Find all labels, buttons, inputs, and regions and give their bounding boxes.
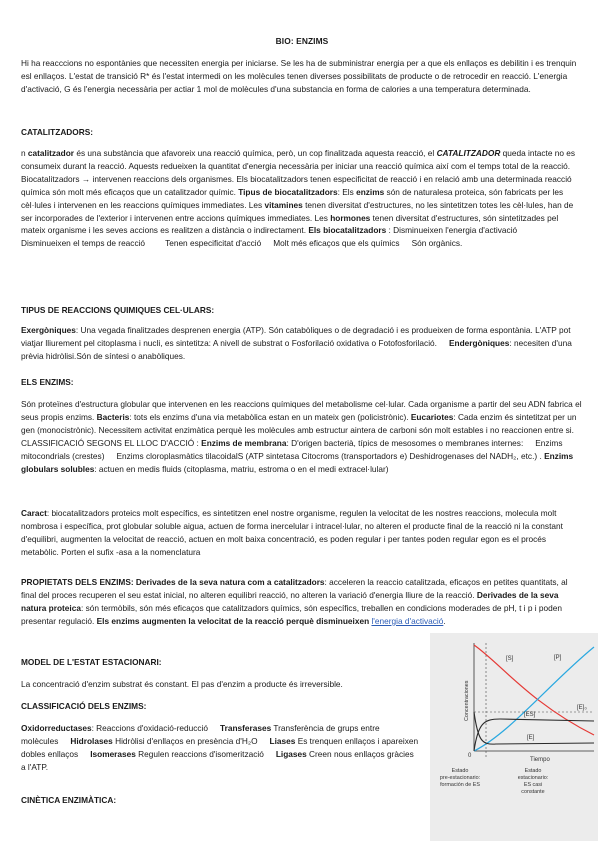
- classificacio-heading: CLASSIFICACIÓ DELS ENZIMS:: [21, 701, 147, 711]
- x-axis-label: Tiempo: [530, 757, 550, 763]
- catalitzadors-paragraph: n catalitzador és una substància que afavoreix una reacció química, però, un cop finalitzada aquesta reacció, el CATALITZADOR queda intacte no es consumeix durant la reacció. Aquests redueixen la quantitat d'energia necessària per iniciar una reacció química així com el temps total de la reacció. Biocatalitzadors → intervenen reaccions dels organismes. Els biocatalitzadors tenen especificitat de reacció i en relació amb una determinada reacció química són molt més eficaços que un catalitzador químic. Tipus de biocatalitzadors: Els enzims són de naturalesa proteica, són fabricats per les cèl·lules i intervenen en les reaccions químiques immediates. Les vitamines tenen diversitat d'estructures, no les sintetitzen totes les cèl·lules, han de ser incorporades de l'exterior i intervenen entre accions químiques immediates. Les hormones tenen diversitat d'estructures, són sintetitzades pel mateix organisme i les seves accions es realitzen a distància o indirectament. Els biocatalitzadors : Disminueixen l'energia d'activacióDisminueixen el temps de reacció Tenen especificitat d'acció Molt més eficaços que els químics Són orgànics.: [21, 148, 576, 249]
- ann2-line-3: ES casi: [523, 782, 543, 788]
- ann2-line-2: estacionario:: [517, 775, 549, 781]
- classificacio-paragraph: Oxidorreductases: Reaccions d'oxidació-reducció Transferases Transferència de grups entre molècules Hidrolases Hidròlisi d'enllaços en presència d'H₂O Liases Es trenquen enllaços i apareixen dobles enllaços Isomerases Regulen reaccions d'isomerització Ligases Creen nous enllaços gràcies a l'ATP.: [21, 723, 419, 772]
- series-es-label: [ES]: [524, 712, 536, 718]
- origin-label: 0: [468, 753, 472, 759]
- ann2-line-1: Estado: [524, 768, 542, 774]
- energia-activacio-link[interactable]: l'energia d'activació: [371, 615, 444, 626]
- series-s-label: [S]: [506, 656, 514, 662]
- ann1-line-2: pre-estacionario:: [439, 775, 481, 781]
- enzims-paragraph: Són proteïnes d'estructura globular que intervenen en les reaccions químiques del metabolisme cel·lular. Cada organisme a partir del seu ADN fabrica el seus propis enzims. Bacteris: tots els enzims d'una via metabòlica estan en un mateix gen (policistrònic). Eucariotes: Cada enzim és sintetitzat per un gen (monocistrònic). Necessitem activitat enzimàtica perquè les molècules amb estructur aintera de carboni són molt estables i no reaccionen entre si. CLASSIFICACIÓ SEGONS EL LLOC D'ACCIÓ : Enzims de membrana: D'origen bacterià, típics de mesosomes o membranes internes: Enzims mitocondrials (crestes) Enzims cloroplasmàtics tilacoidalS (ATP sintetasa Citocroms (transportadors e) Deshidrogenases del NADH₂, etc.) . Enzims globulars solubles: actuen en medis fluids (citoplasma, matriu, estroma o en el medi extracel·lular): [21, 399, 582, 474]
- enzims-heading: ELS ENZIMS:: [21, 377, 74, 387]
- caract-paragraph: Caract: biocatalitzadors proteics molt específics, es sintetitzen enel nostre organisme, regulen la velocitat de les nostres reaccions, molecula molt nombrosa i específica, prot globular soluble aigua, actuen de forma inercelular i intracel·lular, no alteren el producte final de la reacció ni la constant d'equilibri, augmenten la velocitat de reacció, actuen en molt baixa concentració, es poden regular i per tantes poden regular egon es el procés metabòlic. Porten el sufix -asa a la nomenclatura: [21, 508, 563, 557]
- series-e-label: [E]: [527, 735, 535, 741]
- cinetica-heading: CINÈTICA ENZIMÀTICA:: [21, 795, 117, 805]
- model-heading: MODEL DE L'ESTAT ESTACIONARI:: [21, 657, 162, 667]
- ann2-line-4: constante: [521, 789, 545, 795]
- page-title: BIO: ENZIMS: [275, 36, 329, 46]
- series-p-label: [P]: [554, 655, 562, 661]
- ann1-line-1: Estado: [451, 768, 469, 774]
- annotation-estacionario: [518, 768, 549, 795]
- chart-svg: [430, 633, 598, 841]
- series-e0-label: [E]₀: [577, 705, 587, 711]
- catalitzadors-heading: CATALITZADORS:: [21, 127, 94, 137]
- y-axis-label: Concentraciones: [464, 680, 470, 721]
- propietats-paragraph: PROPIETATS DELS ENZIMS: Derivades de la seva natura com a catalitzadors: acceleren la reaccio catalitzada, eficaços en petites quantitats, al final del proces recuperen el seu estat inicial, no alteren equilibri reacció, no alteren la variació d'energia lliure de la reacció. Derivades de la seva natura proteica: són termòbils, són més eficaços que catalitzadors químics, són específics, treballen en condicions moderades de pH, t i p i poden presentar regulació. Els enzims augmenten la velocitat de la reacció perquè disminueixen l'energia d'activació.: [21, 577, 568, 626]
- enzyme-kinetics-chart: [430, 633, 598, 841]
- intro-paragraph: Hi ha reacccions no espontànies que necessiten energia per iniciarse. Se les ha de subministrar energia per a que els enllaços es debilitin i es trenquin esl enllaços. L'estat de transició R* és l'estat intermedi on les molècules tenen diverses possibilitats de producte o de retrocedir en reacció. L'energia d'activació, G és l'energia necessària per actiar 1 mol de molècules d'una substancia en forma de calories a una temperatura determinada.: [21, 58, 577, 94]
- model-paragraph: La concentració d'enzim substrat és constant. El pas d'enzim a producte és irreversible.: [21, 679, 343, 689]
- series-s-line: [474, 645, 594, 735]
- tipus-paragraph: Exergòniques: Una vegada finalitzades desprenen energia (ATP). Són catabòliques o de degradació i es produeixen de forma espontània. L'ATP pot viatjar lliurement pel citoplasma i nucli, es sintetitza: A nivell de substrat o Fosforilació oxidativa o Fotofosforilació. Endergòniques: necesiten d'una prèvia hidròlisi.Són de síntesi o anabòliques.: [21, 325, 572, 361]
- ann1-line-3: formación de ES: [440, 782, 480, 788]
- annotation-preestacionario: [440, 768, 480, 788]
- tipus-heading: TIPUS DE REACCIONS QUIMIQUES CEL·ULARS:: [21, 305, 215, 315]
